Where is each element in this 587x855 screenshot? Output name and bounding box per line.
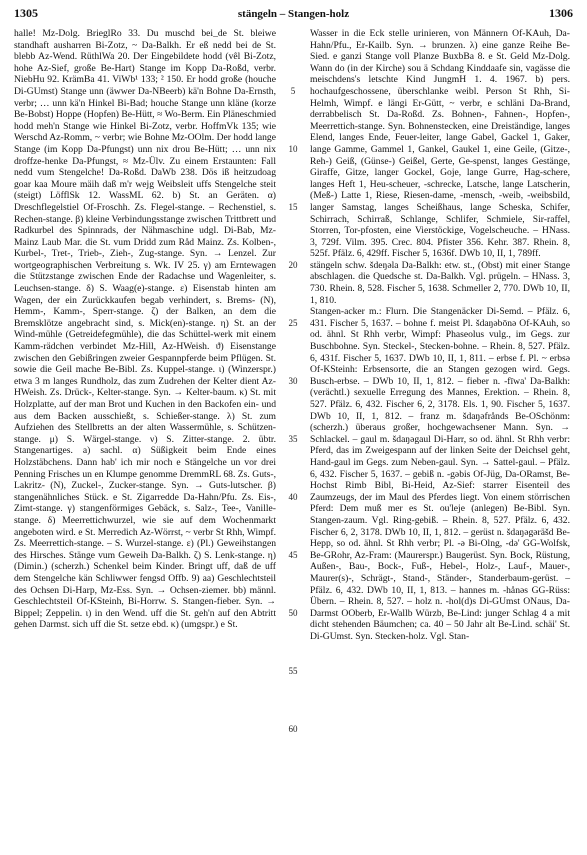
page-number-left: 1305 — [14, 6, 38, 20]
entry-staengeln: stängeln schw. šdeŋəla Da-Balkh: etw. st., (Obst) mit einer Stange abschlagen. die Quedsche st. Da-Balkh. Vgl. prügeln. – HNass. 3, 730. Rhein. 8, 528. Fischer 5, 1638. Schmeller 2, 770. DWb 10, II, 1, 810. — [310, 259, 570, 306]
line-number: 40 — [288, 492, 298, 502]
line-number: 15 — [288, 202, 298, 212]
line-number-gutter — [276, 28, 310, 734]
line-number: 5 — [290, 86, 296, 96]
line-number: 55 — [288, 666, 298, 676]
page-number-right: 1306 — [549, 6, 573, 20]
line-number: 60 — [288, 724, 298, 734]
line-number: 30 — [288, 376, 298, 386]
line-number: 45 — [288, 550, 298, 560]
line-number: 20 — [288, 260, 298, 270]
entry-stangen-acker: Stangen-acker m.: Flurn. Die Stangenäcker Di-Semd. – Pfälz. 6, 431. Fischer 5, 1637. – bohne f. meist Pl. šdaŋəbōnə Of-KAuh, so od. ähnl. St Rhh verbr, Wimpf: Phaseolus vulg., im Gegs. zur Buschbohne. Syn. Steckel-, Stecken-bohne. – Rhein. 8, 527. Pfälz. 6, 431f. Fischer 5, 1637. DWb 10, II, 1, 811. – erbse f. Pl. ~ erbsə Of-KSteinh: Erbsensorte, die an Stangen gezogen wird. Gegs. Busch-erbse. – DWb 10, II, 1, 812. – fieber n. -fīwa' Da-Balkh: (verächtl.) sexuelle Erregung des Mannes, Erektion. – Rhein. 8, 527. Pfälz. 6, 432. Fischer 6, 2, 3178. Els. 1, 90. Fischer 5, 1637. DWb 10, II, 1, 812. – franz m. šdaŋəfrånds Be-OSchönm: (scherzh.) überaus großer, hochgewachsener Mann. Syn. → Schlackel. – gaul m. šdaŋəgaul Di-Harr, so od. ähnl. St Rhh verbr: Pferd, das im Zweigespann auf der linken Seite der Deichsel geht, Hand-gaul im Gegs. zum Neben-gaul. Syn. → Sattel-gaul. – Pfälz. 6, 432. Fischer 5, 1637. – gebiß n. -gəbis Of-Jüg, Da-ORamst, Be-Hochst Rimb Bibl, Bi-Heid, Az-Sief: starrer Eisenteil des Zaumzeugs, der im Maul des Pferdes liegt. Von einem störrischen Pferd: Dem muß mer es St. ou'leje (anlegen) Be-Bibl. Syn. Stangen-zaum. Vgl. Ring-gebiß. – Rhein. 8, 527. Pfälz. 6, 432. Fischer 6, 2, 3178. DWb 10, II, 1, 812. – gerüst n. šdaŋəgəräšd Be-Hepp, so od. ähnl. St Rhh verbr; Pl. -ə Bi-Olng, -də' GG-Wolfsk, Be-GRohr, Az-Fram: (Maurerspr.) Baugerüst. Syn. Bock, Rüstung, Außen-, Bau-, Bock-, Fuß-, Hebel-, Holz-, Lauf-, Mauer-, Maurer(s)-, Schrägt-, Stand-, Ständer-, Standerbaum-gerüst. – Pfälz. 6, 432. DWb 10, II, 1, 813. – hannes m. -hånəs GG-Rüss: Übern. – Rhein. 8, 527. – holz n. -hol(d)s Di-GUmst ONaus, Da-Darmst OOberb, Er-Wallb Würzb, Be-Lind: junger Schlag 4 a mit dicht stehenden Bäumchen; ca. 40 – 50 Jahr alt Be-Lind. schäi' St. Di-GUmst. Syn. Stecken-holz. Vgl. Stan- — [310, 306, 570, 642]
page-header — [14, 6, 573, 22]
right-column-text: Wasser in die Eck stelle urinieren, von Männern Of-KAuh, Da-Hahn/Pfu., Er-Kailb. Syn. → brunzen. λ) eine ganze Reihe Be-Sied. e ganzi Stange voll Planze BuxbBa 8. e St. Geld Mz-Dolg. Wann do (in der Kirche) sou ä Schdang Kinddaafe sin, vagässe die meischdens's letschte Kind JungmH 1. 4. 1967. b) pers. hochaufgeschossene, überschlanke weibl. Person St Rhh, Si-Helmh, Wimpf. e längi Er-Gütt, ~ verbr, e schläni Da-Brand, derrabbelisch St. Da-Roßd. Zs. Bohnen-, Fahnen-, Hopfen-, Meerrettich-stange. Syn. Bohnenstecken, eine Dreiständige, langes Elend, langes Ende, Feuer-leiter, lange Gabel, Gackel 1, Gaker, lange Gamme, Gammel 1, Gankel, Gaukel 1, eine Geile, (Gitze-, Reh-) Geiß, (Günse-) Geißel, Gerte, Ge-spenst, langes Gestänge, Giraffe, Gitze, langer Gockel, Goje, lange Gurre, Hag-schere, langes Heft 1, Heu-scheuer, -schrecke, Latsche, lange Latscherin, (Meß-) Latte 1, Riese, Riesen-dame, -mensch, -weib, -weibsbild, langer Samstag, langes Scheißhaus, lange Scheska, Schifer, Schirrach, Schirraß, Schlange, Schlifer, Schmiele, Sir-raffel, Storren, Tor-pfosten, eine Vierstöckige, Vogelscheuche. – HNass. 3, 729f. Vilm. 395. Crec. 804. Pfister 356. Kehr. 387. Rhein. 8, 525f. Pfälz. 6, 429ff. Fischer 5, 1636f. DWb 10, II, 1, 789ff. — [310, 28, 570, 260]
left-column — [14, 28, 276, 642]
line-number: 25 — [288, 318, 298, 328]
running-title: stängeln – Stangen-holz — [237, 8, 350, 20]
right-column — [310, 28, 570, 642]
line-number: 35 — [288, 434, 298, 444]
two-column-body — [14, 28, 573, 734]
line-number: 10 — [288, 144, 298, 154]
left-column-text: halle! Mz-Dolg. BrieglRo 33. Du muschd bei_de St. bleiwe standhaft ausharren Bi-Zotz, ~ Da-Balkh. Er eß nedd bei de St. blebb Az-Wend. RüthlWa 20. Der Eingebildete hodd (vêl Bi-Zotz, hohe Az-Sief, große Be-Hart) Stange im Kopp Da-Roßd, verbr. NiebHu 92. KrämBa 41. ViWb¹ 133; ² 150. Er hodd große (houche Di-GUmst) Stange unn (äwwer Da-NBeerb) kä'n Bohne Da-Ernsth, verbr; … unn kä'n Hinkel Bi-Bad; houche Stange unn kläne (korze Be-Bobst) Hoppe (Hopfen) Be-Hütt, ≈ Wo-Berm. Ein Pläneschmied hodd meh'n Stange wie Hinkel Bi-Zotz, verbr. HoffmVk 135; wie Werschd Az-Romm, ~ verbr; wie Bohne Mz-OOlm. Der hodd lange Stange (im Kopp Da-Pfungst) unn nix drou Be-Hütt; … unn nix droffze-henke Da-Pfungst, ≈ Mz-Ülv. Zu einem Erstaunten: Fall nedd vum Stengelche! Da-Roßd. DaWb 238. Dös iß heitzudoag goar kaa Moure mäih daß m'r wejg Weibsleit uffs Stengelche steit (steigt) LöfflSk 12. WassML 62. b) St. an Geräten. α) Dreschflegelstiel Of-Froschh. Zs. Flegel-stange. – Rechenstiel, s. Rechen-stange. β) kleine Verbindungsstange zwischen Trittbrett und Radkurbel des Spinnrads, der Nähmaschine udgl. Di-Bab, Mz-Mainz Laub Mar. die St. vum Dridd zum Råd Mainz. Zs. Kolben-, Kurbel-, Tret-, Trieb-, Zieh-, Zug-stange. Syn. → Lenzel. Zur wortgeographischen Verbreitung s. Wk. IV 25. γ) am Erntewagen die Stützstange zwischen Ende der Radachse und Wagenleiter, s. Leuchsen-stange. δ) S. Waag(e)-stange. ε) Eisenstab hinten am Wagen, der ein Zurückkaufen begab verhindert, s. Brems- (N), Hemm-, Kamm-, Sperr-stange. ζ) der Balken, an dem die Bremsklötze angebracht sind, s. Mick(en)-stange. η) St. an der Wind-mühle (Getreidefegmühle), die das Schüttel-werk mit einem Kamm-rädchen verbindet Mz-Hill, Az-HWeish. ϑ) Eisenstange zwischen den Gebißringen zweier Gespannpferde beim Pflügen. St. sowie die Geil mache Be-Bibl. Zs. Kuppel-stange. ι) (Winzerspr.) etwa 3 m langes Rundholz, das zum Zudrehen der Kelter dient Az-HWeish. Zs. Drück-, Kelter-stange. Syn. → Kelter-baum. κ) St. mit Holzplatte, auf der man Brot und Kuchen in den Backofen ein- und aus dem Backen ausschießt, s. Schießer-stange. λ) St. zum Aufziehen des Stellbretts an der alten Wassermühle, s. Schützen-stange. μ) S. Wärgel-stange. ν) S. Zitter-stange. 2. übtr. Stangenartiges. a) sachl. α) Süßigkeit beim Ende eines Holzstäbchens. Dann hab' ich mir noch e Stängelche un vor drei Penning Frisches un en Klumpe genomme DremmRL 68. Zs. Guts-, Lakritz- (N), Zuckel-, Zucker-stange. Syn. → Guts-lutscher. β) stangenähnliches Stück. e St. Zigarredde Da-Hahn/Pfu. Zs. Eis-, Zimt-stange. γ) stangenförmiges Gebäck, s. Salz-, Tee-, Vanille-stange. δ) Meerrettichwurzel, wie sie auf dem Wochenmarkt angeboten wird. e St. Merredich Az-Wörrst, ~ verbr St Rhh, Wimpf. Zs. Meerrettich-stange. – S. Wurzel-stange. ε) (Pl.) Geweihstangen des Hirsches. Stänge vum Geweih Da-Balkh. ζ) S. Lenk-stange. η) (Dimin.) (scherzh.) Schenkel beim Kinder. Bringt uff, daß de uff dem Stengelche kän Schliwwer fengsd Offb. 9) aa) Geschlechtsteil des Ochsen Di-Harp, Mz-Ess. Syn. → Ochsen-ziemer. bb) männl. Geschlechtsteil Of-KSteinh, Bi-Horrw. S. Stangen-fieber. Syn. → Bippel; Zeppelin. ι) in den Wend. uff die St. geh'n auf den Abtritt gehen Darmst. sich uff die St. setze ebd. κ) (umgspr.) e St. — [14, 28, 276, 631]
line-number: 50 — [288, 608, 298, 618]
